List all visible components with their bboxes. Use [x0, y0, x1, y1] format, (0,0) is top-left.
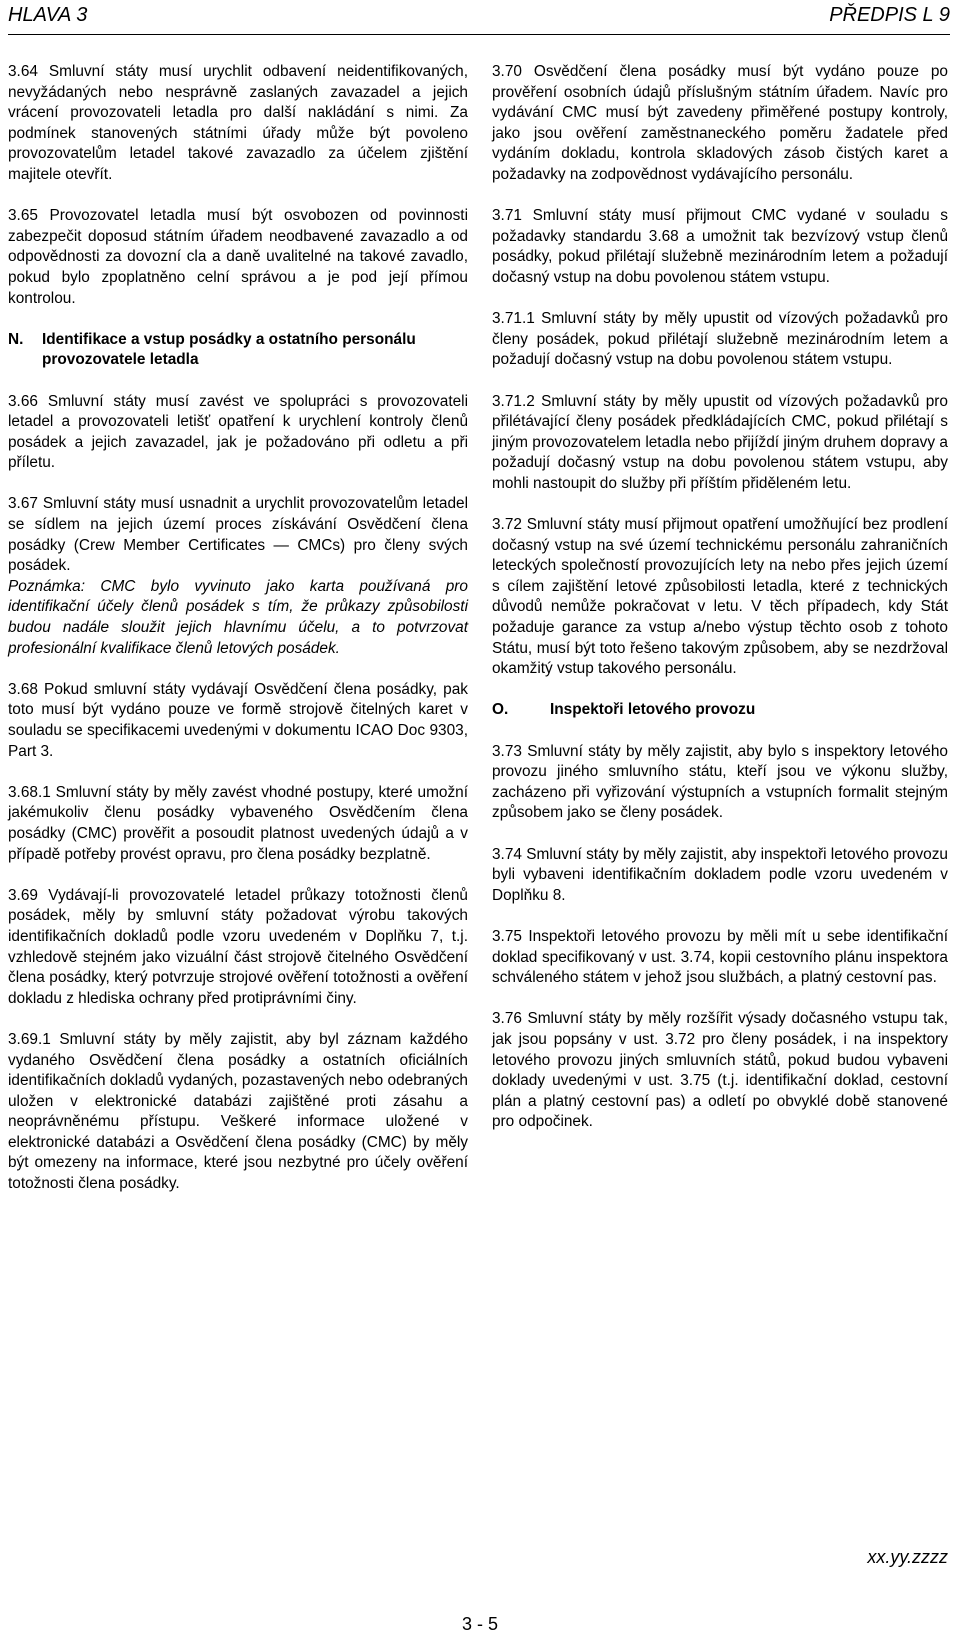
right-column [492, 62, 948, 1153]
section-title: Identifikace a vstup posádky a ostatního personálu provozovatele letadla [42, 330, 416, 369]
paragraph-3-69: 3.69 Vydávají-li provozovatelé letadel průkazy totožnosti členů posádek, měly by smluvní státy požadovat výrobu takových identifikačních dokladů podle vzoru uvedeném v Doplňku 7, t.j. vzhledově stejném jako vizuální část strojově čitelného Osvědčení člena posádky, který potvrzuje strojové ověření totožnosti a ověření dokladu z hlediska ochrany před protiprávními činy. [8, 886, 468, 1007]
section-letter: N. [8, 330, 24, 348]
regulation-title: PŘEDPIS L 9 [829, 4, 950, 26]
section-heading-n [8, 330, 468, 371]
paragraph-3-72: 3.72 Smluvní státy musí přijmout opatření umožňující bez prodlení dočasný vstup na své území technickému personálu zahraničních leteckých společností provozujících lety na nebo přes jejich území s cílem zajištění letové způsobilosti letadla, které z technických důvodů nemůže pokračovat v letu. V těch případech, kdy Stát požaduje garance za vstup a/nebo výstup těchto osob z tohoto Státu, musí být toto řešeno takovým způsobem, aby se nezdržoval okamžitý vstup takového personálu. [492, 516, 948, 678]
paragraph-3-67: 3.67 Smluvní státy musí usnadnit a urychlit provozovatelům letadel se sídlem na jejich území proces získávání Osvědčení člena posádky (Crew Member Certificates — CMCs) pro členy svých posádek. [8, 495, 468, 575]
paragraph-3-73: 3.73 Smluvní státy by měly zajistit, aby bylo s inspektory letového provozu jiného smluvního státu, kteří jsou ve výkonu služby, zacházeno při vyřizování výstupních a vstupních formalit stejným způsobem jako se členy posádek. [492, 742, 948, 822]
section-title: Inspektoři letového provozu [550, 701, 756, 719]
paragraph-3-71-2: 3.71.2 Smluvní státy by měly upustit od vízových požadavků pro přilétávající členy posádek předkládajících CMC, pokud přilétají s jiným provozovatelem letadla nebo přijíždí jiným druhem dopravy a požadují dočasný vstup na dobu povolenou státem vstupu, aby mohli nastoupit do služby při příštím přiděleném letu. [492, 392, 948, 492]
page-header [8, 2, 950, 35]
paragraph-3-65: 3.65 Provozovatel letadla musí být osvobozen od povinnosti zabezpečit doposud státním úřadem neodbavené zavazadlo a od odpovědnosti za dovozní cla a daně uvalitelné na takové zavadlo, pokud bylo zpoplatněno celní správou a je pod její přímou kontrolou. [8, 207, 468, 307]
page-number: 3 - 5 [461, 1614, 499, 1634]
paragraph-3-70: 3.70 Osvědčení člena posádky musí být vydáno pouze po prověření osobních údajů příslušným státním úřadem. Navíc pro vydávání CMC musí být zavedeny přiměřené postupy kontroly, jako jsou ověření zaměstnaneckého poměru žadatele před vydáním dokladu, kontrola skladových zásob čistých karet a požadavky na zodpovědnost vydávajícího personálu. [492, 63, 948, 183]
paragraph-3-71: 3.71 Smluvní státy musí přijmout CMC vydané v souladu s požadavky standardu 3.68 a umožnit tak bezvízový vstup členů posádky, pokud přilétají služebně mezinárodním letem a požadují dočasný vstup na dobu povolenou státem vstupu. [492, 207, 948, 286]
paragraph-3-71-1: 3.71.1 Smluvní státy by měly upustit od vízových požadavků pro členy posádek, pokud přilétají služebně mezinárodním letem a požadují dočasný vstup na dobu povolenou státem vstupu. [492, 310, 948, 369]
chapter-title: HLAVA 3 [8, 4, 88, 26]
section-letter: O. [492, 701, 509, 719]
paragraph-3-69-1: 3.69.1 Smluvní státy by měly zajistit, aby byl záznam každého vydaného Osvědčení člena posádky a ostatních oficiálních identifikačních dokladů vydaných, pozastavených nebo odebraných uložen v elektronické databázi zajištěné proti zásahu a neoprávněnému přístupu. Veškeré informace uložené v elektronické databázi a Osvědčení člena posádky (CMC) by měly být omezeny na informace, které jsou nezbytné pro účely ověření totožnosti člena posádky. [8, 1030, 468, 1193]
section-heading-o [492, 700, 948, 721]
paragraph-3-74: 3.74 Smluvní státy by měly zajistit, aby inspektoři letového provozu byli vybaveni identifikačním dokladem podle vzoru uvedeném v Doplňku 8. [492, 845, 948, 904]
paragraph-3-76: 3.76 Smluvní státy by měly rozšířit výsady dočasného vstupu tak, jak jsou popsány v ust. 3.72 pro členy posádek, i na inspektory letového provozu jiných smluvních států, pokud budou vybaveni doklady uvedenými v ust. 3.75 (t.j. identifikační doklad, cestovní plán a platný cestovní pas) a odletí po obvyklé době stanovené pro odpočinek. [492, 1010, 948, 1131]
paragraph-3-68: 3.68 Pokud smluvní státy vydávají Osvědčení člena posádky, pak toto musí být vydáno pouze ve formě strojově čitelných karet v souladu se specifikacemi uvedenými v dokumentu ICAO Doc 9303, Part 3. [8, 680, 468, 760]
paragraph-3-75: 3.75 Inspektoři letového provozu by měli mít u sebe identifikační doklad specifikovaný v ust. 3.74, kopii cestovního plánu inspektora schváleného státem v jehož jsou službách, a platný cestovní pas. [492, 927, 948, 987]
revision-date: xx.yy.zzzz [867, 1547, 948, 1567]
paragraph-3-66: 3.66 Smluvní státy musí zavést ve spolupráci s provozovateli letadel a provozovateli letišť opatření k urychlení kontroly členů posádek a jejich zavazadel, jak je požadováno při odletu a při příletu. [8, 392, 468, 472]
left-column [8, 62, 468, 1215]
note-3-67: Poznámka: CMC bylo vyvinuto jako karta používaná pro identifikační účely členů posádek s tím, že průkazy způsobilosti budou nadále sloužit jejich hlavnímu účelu, a to potvrzovat profesionální kvalifikace členů letových posádek. [8, 577, 468, 657]
paragraph-3-64: 3.64 Smluvní státy musí urychlit odbavení neidentifikovaných, nevyžádaných nebo nesprávně zaslaných zavazadel a jejich vrácení provozovateli letadla pro další nakládání s nimi. Za podmínek stanovených státními úřady může být povoleno provozovatelům letadel takové zavazadlo za účelem zjištění majitele otevřít. [8, 63, 468, 183]
paragraph-3-68-1: 3.68.1 Smluvní státy by měly zavést vhodné postupy, které umožní jakémukoliv členu posádky vybaveného Osvědčením člena posádky (CMC) prověřit a posoudit platnost uvedených údajů a v případě potřeby provést opravu, pro člena posádky bezplatně. [8, 783, 468, 863]
